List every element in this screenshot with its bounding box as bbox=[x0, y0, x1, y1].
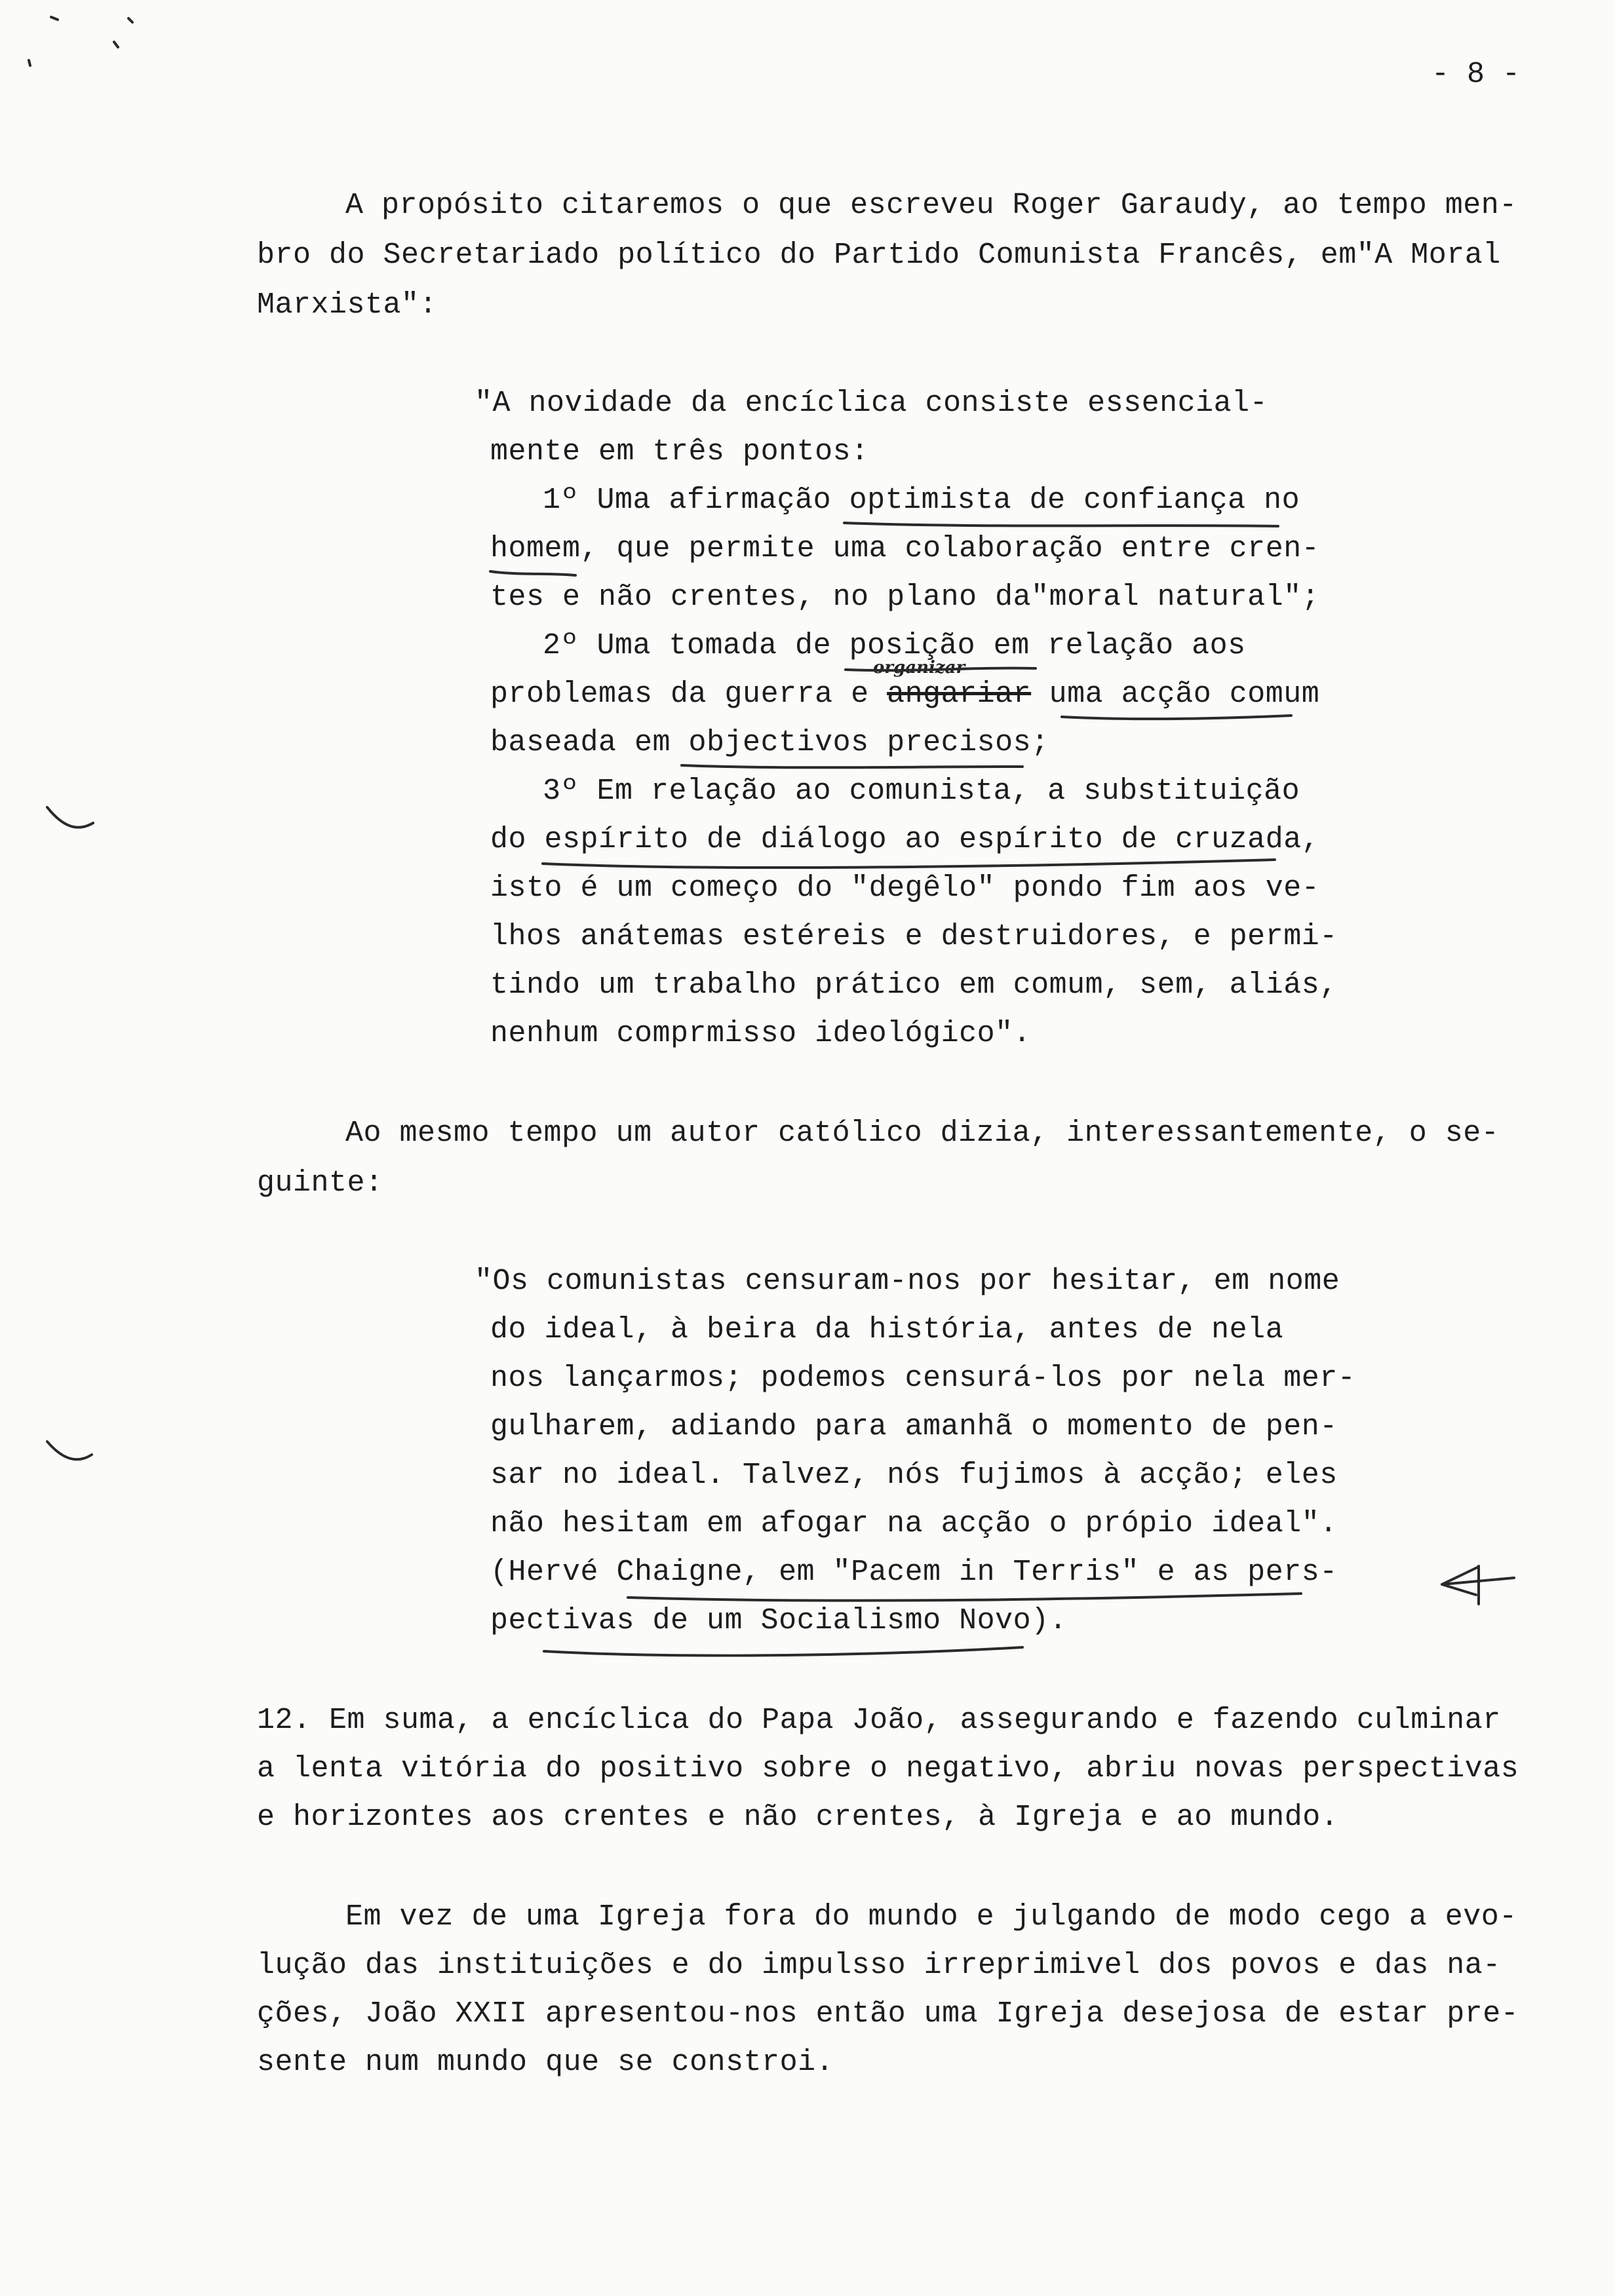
pen-underline-chaigne bbox=[628, 1594, 1301, 1601]
pen-underline-homem bbox=[490, 571, 575, 575]
handwritten-correction: organizar bbox=[873, 658, 965, 678]
scan-speck-3 bbox=[114, 42, 118, 47]
pen-underline-dialogo bbox=[543, 860, 1275, 868]
scan-speck-4 bbox=[29, 60, 30, 66]
quote1-line-13: nenhum comprmisso ideológico". bbox=[490, 1017, 1032, 1050]
quote2-line-2: do ideal, à beira da história, antes de nela bbox=[490, 1313, 1284, 1347]
pen-underline-optimista bbox=[844, 523, 1278, 526]
quote1-line-6: 2º Uma tomada de posição em relação aos bbox=[543, 629, 1246, 662]
quote1-line-5: tes e não crentes, no plano da"moral natural"; bbox=[490, 581, 1320, 614]
quote2-line-6: não hesitam em afogar na acção o própio ideal". bbox=[490, 1507, 1338, 1540]
quote1-line-2: mente em três pontos: bbox=[490, 435, 869, 469]
quote1-line-10: isto é um começo do "degêlo" pondo fim aos ve- bbox=[490, 871, 1320, 905]
pen-underline-posicao bbox=[846, 668, 1036, 670]
quote1-line-8: 3º Em relação ao comunista, a substituição bbox=[543, 775, 1300, 808]
paragraph4-line-3: ções, João XXII apresentou-nos então uma Igreja desejosa de estar pre- bbox=[257, 1997, 1519, 2031]
pen-underline-socialismo bbox=[544, 1647, 1022, 1656]
paragraph2-line-2: guinte: bbox=[257, 1166, 383, 1200]
quote1-line-4: homem, que permite uma colaboração entre cren- bbox=[490, 532, 1320, 565]
paragraph1-line-1: A propósito citaremos o que escreveu Roger Garaudy, ao tempo men- bbox=[345, 189, 1517, 222]
struck-word: angariar bbox=[887, 678, 1032, 711]
quote2-line-1: "Os comunistas censuram-nos por hesitar, em nome bbox=[475, 1265, 1340, 1298]
quote2-line-5: sar no ideal. Talvez, nós fujimos à acção; eles bbox=[490, 1459, 1338, 1492]
paragraph1-line-3: Marxista": bbox=[257, 288, 438, 322]
scan-speck-1 bbox=[51, 17, 58, 20]
paragraph3-line-1: 12. Em suma, a encíclica do Papa João, assegurando e fazendo culminar bbox=[257, 1704, 1501, 1737]
paragraph1-line-2: bro do Secretariado político do Partido Comunista Francês, em"A Moral bbox=[257, 239, 1501, 272]
paragraph4-line-4: sente num mundo que se constroi. bbox=[257, 2046, 834, 2079]
page-number: - 8 - bbox=[1431, 58, 1521, 91]
corrected-line-after: uma acção comum bbox=[1031, 678, 1320, 711]
paragraph4-line-1: Em vez de uma Igreja fora do mundo e julgando de modo cego a evo- bbox=[345, 1900, 1517, 1934]
quote1-line-1: "A novidade da encíclica consiste essencial- bbox=[475, 387, 1268, 420]
quote1-line-3: 1º Uma afirmação optimista de confiança no bbox=[543, 484, 1300, 517]
quote1-line-11: lhos anátemas estéreis e destruidores, e permi- bbox=[490, 920, 1338, 953]
quote2-line-7: (Hervé Chaigne, em "Pacem in Terris" e as pers- bbox=[490, 1556, 1338, 1589]
quote1-line-7: baseada em objectivos precisos; bbox=[490, 726, 1049, 759]
quote2-line-3: nos lançarmos; podemos censurá-los por nela mer- bbox=[490, 1362, 1356, 1395]
margin-arrow-mark bbox=[1442, 1566, 1514, 1604]
paragraph2-line-1: Ao mesmo tempo um autor católico dizia, interessantemente, o se- bbox=[345, 1117, 1500, 1150]
pen-underline-accao-comum bbox=[1062, 716, 1291, 719]
corrected-line-before: problemas da guerra e bbox=[490, 678, 887, 711]
paragraph3-line-3: e horizontes aos crentes e não crentes, à Igreja e ao mundo. bbox=[257, 1801, 1339, 1834]
margin-bracket-1 bbox=[47, 807, 93, 828]
quote1-line-12: tindo um trabalho prático em comum, sem, aliás, bbox=[490, 968, 1338, 1002]
scan-speck-2 bbox=[128, 18, 132, 22]
quote2-line-4: gulharem, adiando para amanhã o momento de pen- bbox=[490, 1410, 1338, 1444]
quote1-line-9: do espírito de diálogo ao espírito de cruzada, bbox=[490, 823, 1320, 856]
margin-bracket-2 bbox=[47, 1442, 92, 1459]
quote2-line-8: pectivas de um Socialismo Novo). bbox=[490, 1604, 1068, 1637]
paragraph4-line-2: lução das instituições e do impulsso irreprimivel dos povos e das na- bbox=[257, 1949, 1501, 1982]
paragraph3-line-2: a lenta vitória do positivo sobre o negativo, abriu novas perspectivas bbox=[257, 1752, 1519, 1786]
pen-underline-precisos bbox=[682, 765, 1022, 767]
